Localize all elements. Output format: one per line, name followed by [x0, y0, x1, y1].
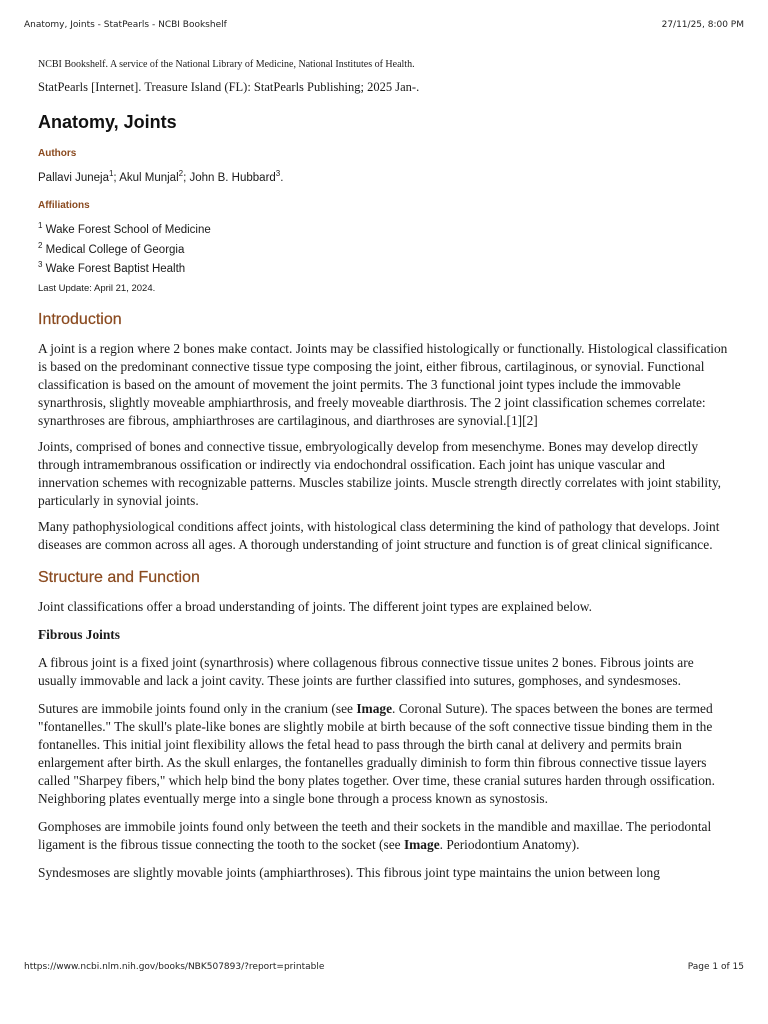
structure-intro-paragraph: Joint classifications offer a broad understanding of joints. The different joint types are explained below. — [38, 599, 592, 615]
print-footer — [24, 962, 744, 972]
author-name[interactable]: Pallavi Juneja — [38, 171, 109, 184]
affiliation-name: Wake Forest School of Medicine — [45, 223, 211, 236]
section-heading-structure-function: Structure and Function — [38, 569, 200, 587]
intro-paragraph: A joint is a region where 2 bones make contact. Joints may be classified histologically or functionally. Histological classification is based on the predominant connective tissue type composing the joint, either fibrous, cartilaginous, or synovial. Functional classification is based on the amount of movement the joint permits. The 3 functional joint types include the immovable synarthrosis, slightly moveable amphiarthrosis, and freely moveable diarthrosis. The 2 joint classification schemes correlate: synarthroses are fibrous, amphiarthroses are cartilaginous, and diarthroses are synovial.[1][2] — [38, 341, 728, 429]
bookshelf-notice: NCBI Bookshelf. A service of the National Library of Medicine, National Institutes of Health. — [38, 59, 415, 70]
print-header — [24, 20, 744, 30]
affiliation-name: Wake Forest Baptist Health — [45, 263, 186, 276]
affiliation-number: 2 — [38, 240, 43, 250]
author-name[interactable]: John B. Hubbard — [189, 171, 276, 184]
page-title: Anatomy, Joints — [38, 112, 177, 132]
paragraph-text: Sutures are immobile joints found only in the cranium (see — [38, 701, 357, 717]
citation-line: StatPearls [Internet]. Treasure Island (FL): StatPearls Publishing; 2025 Jan-. — [38, 80, 420, 94]
author-affiliation-ref[interactable]: 1 — [108, 169, 114, 178]
paragraph-text: . Periodontium Anatomy). — [439, 837, 580, 853]
print-page-number: Page 1 of 15 — [687, 962, 744, 972]
authors-label: Authors — [38, 148, 77, 159]
print-url: https://www.ncbi.nlm.nih.gov/books/NBK507893/?report=printable — [24, 962, 325, 972]
gomphoses-paragraph — [38, 818, 728, 854]
image-link[interactable]: Image — [403, 837, 440, 853]
affiliation-name: Medical College of Georgia — [45, 243, 185, 256]
print-datetime: 27/11/25, 8:00 PM — [661, 20, 744, 30]
image-link[interactable]: Image — [356, 701, 393, 717]
print-page-title: Anatomy, Joints - StatPearls - NCBI Bookshelf — [24, 20, 227, 30]
fibrous-paragraph: A fibrous joint is a fixed joint (synarthrosis) where collagenous fibrous connective tissue unites 2 bones. Fibrous joints are usually immovable and lack a joint cavity. These joints are further classified into sutures, gomphoses, and syndesmoses. — [38, 655, 694, 689]
intro-paragraph: Many pathophysiological conditions affect joints, with histological class determining the kind of pathology that develops. Joint diseases are common across all ages. A thorough understanding of joint structure and function is of great clinical significance. — [38, 519, 720, 553]
author-separator: . — [280, 171, 284, 184]
affiliations-label: Affiliations — [38, 199, 90, 211]
article-content — [38, 58, 728, 890]
affiliations-list — [38, 218, 728, 277]
subheading-fibrous-joints: Fibrous Joints — [38, 627, 120, 643]
affiliation-item — [38, 257, 728, 277]
affiliation-number: 1 — [38, 220, 43, 230]
author-affiliation-ref[interactable]: 2 — [178, 169, 184, 178]
authors-list — [38, 166, 728, 186]
intro-paragraph: Joints, comprised of bones and connective tissue, embryologically develop from mesenchyme. Bones may develop directly through intramembranous ossification or indirectly via endochondral ossification. Each joint has unique vascular and innervation schemes with recognizable patterns. Muscles stabilize joints. Muscle strength directly correlates with joint stability, particularly in synovial joints. — [38, 439, 721, 509]
author-separator: ; — [183, 171, 190, 184]
affiliation-number: 3 — [38, 260, 43, 270]
last-update: Last Update: April 21, 2024. — [38, 283, 156, 295]
paragraph-text: Gomphoses are immobile joints found only between the teeth and their sockets in the mandible and maxillae. The periodontal ligament is the fibrous tissue connecting the tooth to the socket (see — [38, 819, 712, 853]
author-name[interactable]: Akul Munjal — [119, 171, 179, 184]
affiliation-item — [38, 218, 728, 238]
syndesmoses-paragraph: Syndesmoses are slightly movable joints (amphiarthroses). This fibrous joint type maintains the union between long — [38, 865, 660, 881]
author-separator: ; — [113, 171, 120, 184]
paragraph-text: . Coronal Suture). The spaces between the bones are termed "fontanelles." The skull's plate-like bones are slightly mobile at birth because of the soft connective tissue binding them in the fontanelles. This initial joint flexibility allows the fetal head to pass through the birth canal at delivery and permits brain enlargement after birth. As the skull enlarges, the fontanelles gradually diminish to form thin fibrous connective tissue layers called "Sharpey fibers," which help bind the bony plates together. Over time, these cranial sutures harden through ossification. Neighboring plates eventually merge into a single bone through a process known as synostosis. — [38, 701, 715, 807]
author-affiliation-ref[interactable]: 3 — [275, 169, 281, 178]
section-heading-introduction: Introduction — [38, 311, 122, 329]
affiliation-item — [38, 238, 728, 258]
sutures-paragraph — [38, 700, 728, 808]
